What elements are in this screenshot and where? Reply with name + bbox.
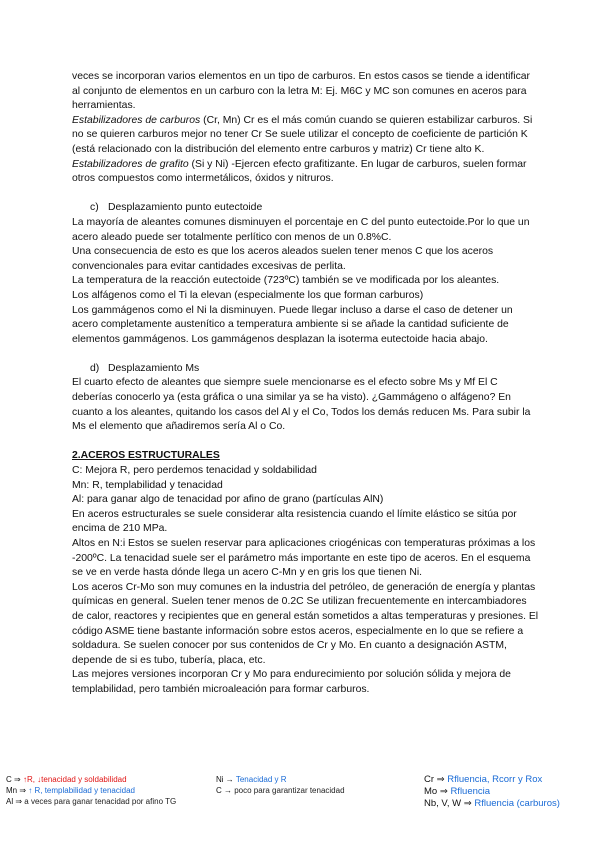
section-c-title: Desplazamiento punto eutectoide [108, 202, 263, 214]
note-prefix: C → [216, 786, 235, 795]
note-prefix: Cr ⇒ [424, 774, 448, 785]
section-c-paragraph: La mayoría de aleantes comunes disminuyen el porcentaje en C del punto eutectoide.Por lo que un acero aleado puede ser totalmente perlítico con menos de un 0.8%C. [72, 216, 530, 243]
graphite-stabilizers-term: Estabilizadores de grafito [72, 158, 189, 170]
document-body [72, 70, 540, 698]
note-prefix: Nb, V, W ⇒ [424, 798, 475, 809]
note-line [216, 785, 345, 796]
section-2-paragraph: Altos en N:i Estos se suelen reservar para aplicaciones criogénicas con temperaturas próximas a los -200ºC. La tenacidad suele ser el parámetro más importante en este tipo de aceros. En el esquema se ve en verde hasta dónde llega un acero C-Mn y en gris los que tienen Ni. [72, 538, 536, 579]
notes-column-left [6, 774, 176, 807]
section-d-title: Desplazamiento Ms [108, 362, 200, 374]
section-c-paragraph: Los gammágenos como el Ni la disminuyen. Puede llegar incluso a darse el caso de detener un acero completamente austenítico a temperatura ambiente si se añade la cantidad suficiente de elementos gammágenos. Los gammágenos desplazan la isoterma eutectoide hacia abajo. [72, 304, 513, 345]
note-prefix: Al ⇒ [6, 797, 25, 806]
handwritten-notes [6, 774, 594, 818]
section-2-paragraph: C: Mejora R, pero perdemos tenacidad y soldabilidad [72, 465, 317, 477]
section-2-heading: 2.ACEROS ESTRUCTURALES [72, 450, 220, 462]
section-c-paragraph: Los alfágenos como el Ti la elevan (especialmente los que forman carburos) [72, 289, 424, 301]
section-c-paragraph: La temperatura de la reacción eutectoide (723ºC) también se ve modificada por los aleantes. [72, 275, 500, 287]
carbide-stabilizers-paragraph [72, 114, 540, 158]
note-line [424, 786, 560, 798]
carbide-stabilizers-term: Estabilizadores de carburos [72, 114, 201, 126]
section-c-paragraph: Una consecuencia de esto es que los aceros aleados suelen tener menos C que los aceros convencionales para evitar cantidades excesivas de perlita. [72, 246, 494, 272]
note-text: Rfluencia (carburos) [474, 798, 560, 809]
note-prefix: Ni → [216, 775, 236, 784]
note-text: ↑ R, templabilidad y tenacidad [28, 786, 135, 795]
note-line [216, 774, 345, 785]
note-line [6, 774, 176, 785]
section-2-paragraph: Al: para ganar algo de tenacidad por afino de grano (partículas AlN) [72, 494, 384, 506]
note-text: Tenacidad y R [235, 775, 287, 784]
section-c-heading [72, 201, 540, 216]
note-text: Rfluencia, Rcorr y Rox [447, 774, 543, 785]
section-c-label: c) [90, 202, 99, 214]
notes-column-right [424, 774, 560, 810]
note-text: poco para garantizar tenacidad [234, 786, 345, 795]
note-text: Rfluencia [450, 786, 491, 797]
note-text: ↑R, ↓tenacidad y soldabilidad [22, 775, 127, 784]
note-line [424, 774, 560, 786]
note-prefix: Mo ⇒ [424, 786, 451, 797]
section-d-paragraph: El cuarto efecto de aleantes que siempre suele mencionarse es el efecto sobre Ms y Mf El C deberías conocerlo ya (esta gráfica o una similar ya se ha visto). ¿Gammágeno o alfágeno? En cuanto a los aleantes, quitando los casos del Al y el Co, Todos los demás reducen Ms. Para subir la Ms el elemento que añadiremos sería Al o Co. [72, 377, 531, 433]
note-prefix: C ⇒ [6, 775, 23, 784]
note-line [6, 796, 176, 807]
section-d-heading [72, 362, 540, 377]
note-text: a veces para ganar tenacidad por afino TG [24, 797, 177, 806]
notes-column-middle [216, 774, 345, 796]
carbide-stabilizers-text: (Cr, Mn) Cr es el más común cuando se quieren estabilizar carburos. Si no se quieren carburos mejor no tener Cr Se suele utilizar el concepto de coeficiente de partición K (está relacionado con la distribución del elemento entre carburos y matriz) Cr tiene alto K. [72, 114, 533, 155]
note-line [424, 798, 560, 810]
graphite-stabilizers-text: (Si y Ni) -Ejercen efecto grafitizante. En lugar de carburos, suelen formar otros compuestos como intermetálicos, óxidos y nitruros. [72, 158, 527, 185]
note-line [6, 785, 176, 796]
graphite-stabilizers-paragraph [72, 158, 540, 187]
section-2-paragraph: En aceros estructurales se suele considerar alta resistencia cuando el límite elástico se sitúa por encima de 210 MPa. [72, 508, 517, 535]
note-prefix: Mn ⇒ [6, 786, 29, 795]
section-2-paragraph: Mn: R, templabilidad y tenacidad [72, 479, 223, 491]
section-d-label: d) [90, 362, 100, 374]
intro-paragraph: veces se incorporan varios elementos en un tipo de carburos. En estos casos se tiende a identificar al conjunto de elementos en un carburo con la letra M: Ej. M6C y MC son comunes en aceros para herramientas. [72, 71, 531, 112]
section-2-paragraph: Las mejores versiones incorporan Cr y Mo para endurecimiento por solución sólida y mejora de templabilidad, pero también microaleación para formar carburos. [72, 669, 511, 695]
section-2-paragraph: Los aceros Cr-Mo son muy comunes en la industria del petróleo, de generación de energía y plantas químicas en general. Suelen tener menos de 0.2C Se utilizan frecuentemente en intercambiadores de calor, reactores y recipientes que en general están sometidos a altas temperaturas y presiones. El código ASME tiene bastante información sobre estos aceros, especialmente en lo que se refiere a soldadura. Se suelen conocer por sus contenidos de Cr y Mo. En cuanto a designación ASTM, depende de si es tubo, tubería, placa, etc. [72, 581, 539, 666]
